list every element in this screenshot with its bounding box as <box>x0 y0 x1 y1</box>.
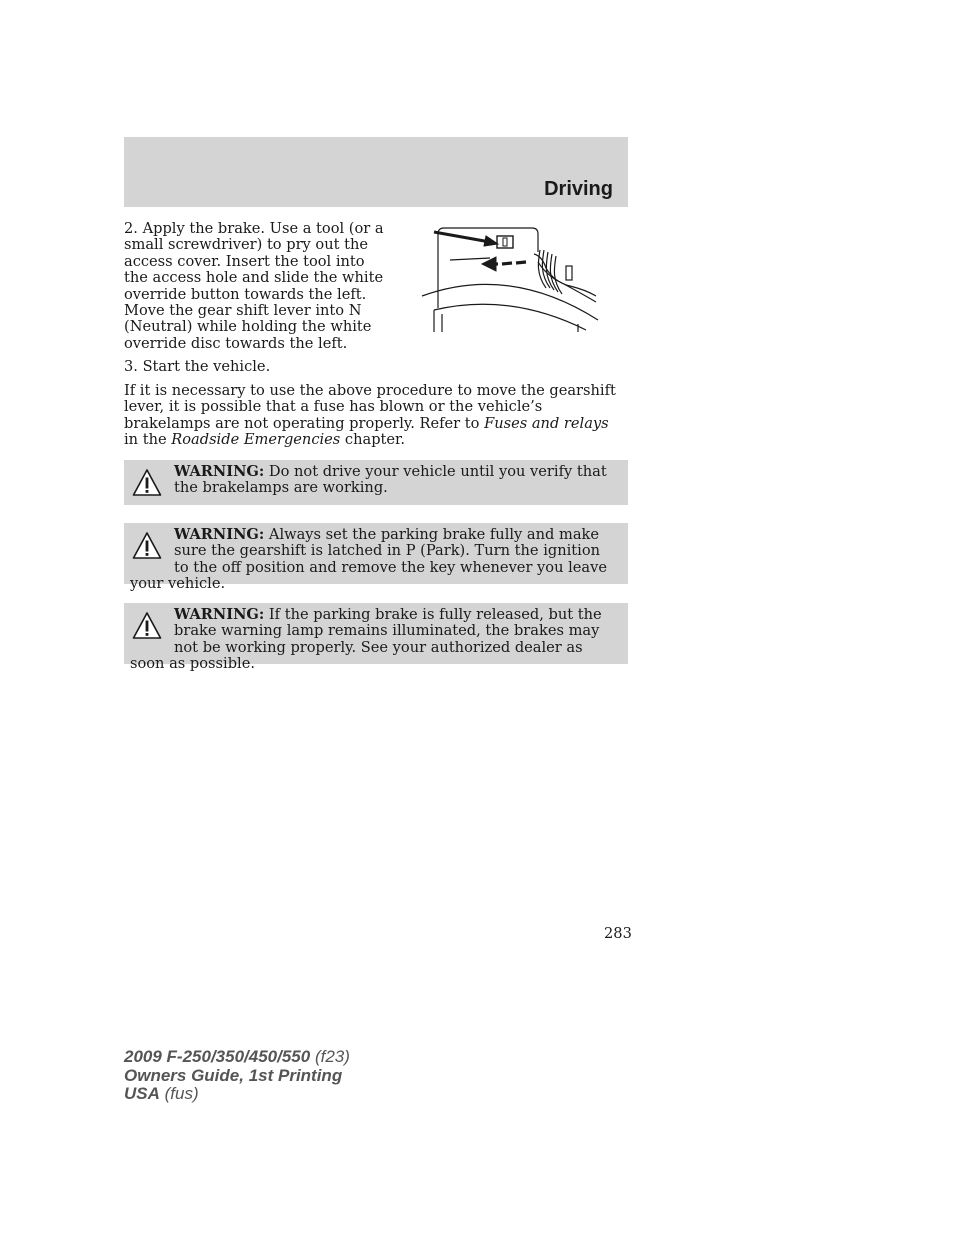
warning-triangle-icon <box>132 611 162 641</box>
warning-label: WARNING: <box>174 463 265 480</box>
step-2-text: 2. Apply the brake. Use a tool (or a small screwdriver) to pry out the access cover. Insert the tool into the access hole and slide the white override button towards the left. Move the gear shift lever into N (Neutral) while holding the white override disc towards the left. <box>124 220 384 352</box>
footer-market-code: (fus) <box>159 1084 199 1103</box>
warning-box-2 <box>124 523 628 593</box>
warning-triangle-icon <box>132 468 162 498</box>
section-title: Driving <box>544 178 613 200</box>
warning-triangle-icon <box>132 531 162 561</box>
roadside-reference: Roadside Emergencies <box>171 431 341 449</box>
footer-line-1 <box>124 1048 350 1067</box>
footer-model: 2009 F-250/350/450/550 <box>124 1047 311 1066</box>
warning-text: If the parking brake is fully released, but the brake warning lamp remains illuminated, the brakes may not be working properly. See your authorized dealer as soon as possible. <box>130 606 602 673</box>
warning-label: WARNING: <box>174 606 265 623</box>
footer-market: USA <box>124 1084 160 1103</box>
warning-box-3 <box>124 603 628 673</box>
section-header-bar <box>124 137 628 207</box>
warning-box-1 <box>124 460 628 505</box>
warning-label: WARNING: <box>174 526 265 543</box>
footer-line-3 <box>124 1085 350 1104</box>
warning-text: Always set the parking brake fully and make sure the gearshift is latched in P (Park). Turn the ignition to the off position and remove the key whenever you leave your vehicle. <box>130 526 608 593</box>
fuses-reference: Fuses and relays <box>484 414 609 432</box>
footer-edition <box>124 1048 350 1104</box>
body-paragraph <box>124 383 624 449</box>
paragraph-text-3: chapter. <box>340 431 406 449</box>
paragraph-text-1: If it is necessary to use the above procedure to move the gearshift lever, it is possible that a fuse has blown or the vehicle’s brakelamps are not operating properly. Refer to <box>124 382 616 432</box>
page-number: 283 <box>604 925 632 942</box>
footer-line-2: Owners Guide, 1st Printing <box>124 1065 343 1085</box>
shift-override-illustration <box>420 222 602 334</box>
warning-text: Do not drive your vehicle until you verify that the brakelamps are working. <box>174 463 607 497</box>
paragraph-text-2: in the <box>124 431 172 449</box>
step-3-text: 3. Start the vehicle. <box>124 358 271 375</box>
footer-model-code: (f23) <box>310 1047 350 1066</box>
